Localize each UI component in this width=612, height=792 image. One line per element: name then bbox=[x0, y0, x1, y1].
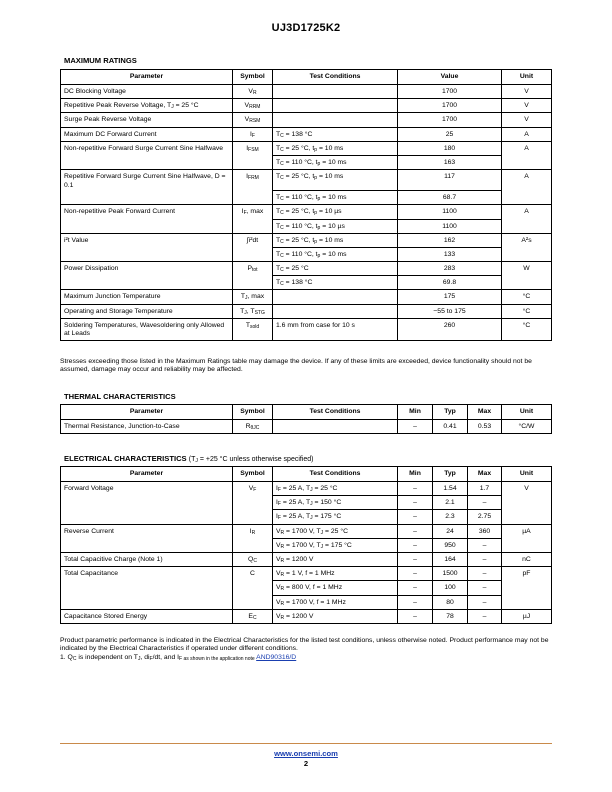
cell-min: – bbox=[398, 581, 433, 595]
footer-url bbox=[0, 749, 612, 758]
cell-val: 1700 bbox=[398, 99, 502, 113]
cell-cond: $V_R = 1200$ V bbox=[273, 552, 398, 566]
cell-param: DC Blocking Voltage bbox=[61, 85, 233, 99]
cell-max: 1.7 bbox=[468, 482, 502, 496]
cell-param bbox=[61, 510, 233, 524]
cell-sym: $V_R$ bbox=[233, 85, 273, 99]
cell-unit: °C/W bbox=[502, 420, 552, 434]
header-parameter: Parameter bbox=[61, 70, 233, 85]
table-row bbox=[61, 233, 552, 247]
thermal-title: THERMAL CHARACTERISTICS bbox=[64, 392, 176, 401]
cell-cond bbox=[273, 113, 398, 127]
header-unit: Unit bbox=[502, 405, 552, 420]
cell-param: Surge Peak Reverse Voltage bbox=[61, 113, 233, 127]
cell-unit: V bbox=[502, 482, 552, 496]
footer-url-link[interactable]: www.onsemi.com bbox=[274, 749, 338, 758]
cell-cond: $T_C = 25$ °C bbox=[273, 262, 398, 276]
cell-sym: $V_F$ bbox=[233, 482, 273, 496]
cell-typ: 0.41 bbox=[433, 420, 468, 434]
cell-typ: 78 bbox=[433, 609, 468, 623]
cell-sym bbox=[233, 496, 273, 510]
cell-sym: $I_F$ bbox=[233, 127, 273, 141]
cell-cond: $T_C = 110$ °C, $t_p = 10$ ms bbox=[273, 247, 398, 261]
cell-param bbox=[61, 581, 233, 595]
cell-unit bbox=[502, 155, 552, 169]
cell-unit: A bbox=[502, 170, 552, 191]
cell-param: Non-repetitive Peak Forward Current bbox=[61, 205, 233, 219]
max-ratings-table bbox=[60, 69, 552, 341]
table-row bbox=[61, 276, 552, 290]
cell-cond: $T_C = 25$ °C, $t_p = 10$ ms bbox=[273, 141, 398, 155]
table-row bbox=[61, 262, 552, 276]
cell-unit: nC bbox=[502, 552, 552, 566]
cell-sym: $T_J$, $T_{STG}$ bbox=[233, 304, 273, 318]
header-min: Min bbox=[398, 467, 433, 482]
cell-unit: °C bbox=[502, 290, 552, 304]
footnote-1 bbox=[60, 654, 554, 663]
cell-val: 175 bbox=[398, 290, 502, 304]
cell-unit: A bbox=[502, 141, 552, 155]
cell-unit: °C bbox=[502, 304, 552, 318]
cell-cond: $T_C = 25$ °C, $t_p = 10$ µs bbox=[273, 205, 398, 219]
cell-val: 283 bbox=[398, 262, 502, 276]
cell-unit: µA bbox=[502, 524, 552, 538]
cell-unit bbox=[502, 538, 552, 552]
table-row bbox=[61, 304, 552, 318]
electrical-title-text: ELECTRICAL CHARACTERISTICS bbox=[64, 454, 187, 463]
header-max: Max bbox=[468, 467, 502, 482]
electrical-note: Product parametric performance is indicated in the Electrical Characteristics for the listed test conditions, unless otherwise noted. Product performance may not be indicated by the Electrical Characteristics if operated under different conditions. bbox=[60, 637, 549, 652]
cell-cond: $I_F = 25$ A, $T_J = 150$ °C bbox=[273, 496, 398, 510]
cell-min: – bbox=[398, 567, 433, 581]
cell-unit bbox=[502, 496, 552, 510]
table-row bbox=[61, 552, 552, 566]
cell-sym: $T_{sold}$ bbox=[233, 318, 273, 340]
cell-val: 1100 bbox=[398, 219, 502, 233]
cell-sym: $T_J$, max bbox=[233, 290, 273, 304]
cell-param: Reverse Current bbox=[61, 524, 233, 538]
table-row bbox=[61, 205, 552, 219]
application-note-link[interactable]: AND90316/D bbox=[256, 654, 297, 661]
max-ratings-header-row bbox=[61, 70, 552, 85]
cell-unit: A²s bbox=[502, 233, 552, 247]
cell-param bbox=[61, 538, 233, 552]
cell-max: – bbox=[468, 609, 502, 623]
cell-sym: C bbox=[233, 567, 273, 581]
table-row bbox=[61, 247, 552, 261]
cell-cond: $T_C = 25$ °C, $t_p = 10$ ms bbox=[273, 170, 398, 191]
cell-max: – bbox=[468, 496, 502, 510]
cell-param bbox=[61, 219, 233, 233]
table-row bbox=[61, 595, 552, 609]
cell-sym bbox=[233, 191, 273, 205]
cell-param: Forward Voltage bbox=[61, 482, 233, 496]
cell-sym: $V_{RRM}$ bbox=[233, 99, 273, 113]
cell-cond bbox=[273, 290, 398, 304]
cell-min: – bbox=[398, 496, 433, 510]
cell-val: 162 bbox=[398, 233, 502, 247]
table-row bbox=[61, 99, 552, 113]
cell-min: – bbox=[398, 609, 433, 623]
cell-unit bbox=[502, 191, 552, 205]
header-typ: Typ bbox=[433, 467, 468, 482]
cell-cond bbox=[273, 304, 398, 318]
cell-sym: $I_{FSM}$ bbox=[233, 141, 273, 155]
cell-cond: $T_C = 138$ °C bbox=[273, 276, 398, 290]
cell-sym: $R_{\theta JC}$ bbox=[233, 420, 273, 434]
table-row bbox=[61, 290, 552, 304]
table-row bbox=[61, 170, 552, 191]
cell-val: 180 bbox=[398, 141, 502, 155]
cell-typ: 1.54 bbox=[433, 482, 468, 496]
cell-param: i²t Value bbox=[61, 233, 233, 247]
electrical-table bbox=[60, 466, 552, 624]
cell-val: 1700 bbox=[398, 113, 502, 127]
cell-val: 25 bbox=[398, 127, 502, 141]
cell-param: Capacitance Stored Energy bbox=[61, 609, 233, 623]
table-row bbox=[61, 496, 552, 510]
cell-unit: µJ bbox=[502, 609, 552, 623]
table-row bbox=[61, 581, 552, 595]
cell-val: 133 bbox=[398, 247, 502, 261]
cell-typ: 164 bbox=[433, 552, 468, 566]
cell-typ: 1500 bbox=[433, 567, 468, 581]
cell-sym bbox=[233, 581, 273, 595]
cell-cond: $T_C = 138$ °C bbox=[273, 127, 398, 141]
cell-sym bbox=[233, 155, 273, 169]
cell-cond: $T_C = 110$ °C, $t_p = 10$ ms bbox=[273, 155, 398, 169]
cell-unit: A bbox=[502, 127, 552, 141]
cell-param bbox=[61, 595, 233, 609]
thermal-header-row bbox=[61, 405, 552, 420]
cell-typ: 100 bbox=[433, 581, 468, 595]
cell-min: – bbox=[398, 595, 433, 609]
cell-typ: 80 bbox=[433, 595, 468, 609]
cell-unit: pF bbox=[502, 567, 552, 581]
cell-unit bbox=[502, 595, 552, 609]
cell-param: Operating and Storage Temperature bbox=[61, 304, 233, 318]
cell-min: – bbox=[398, 482, 433, 496]
electrical-subtitle: ($T_J = +25$ °C unless otherwise specified) bbox=[188, 456, 314, 464]
table-row bbox=[61, 127, 552, 141]
cell-typ: 2.3 bbox=[433, 510, 468, 524]
cell-max: – bbox=[468, 567, 502, 581]
page-number: 2 bbox=[303, 759, 309, 768]
header-symbol: Symbol bbox=[233, 70, 273, 85]
table-row bbox=[61, 609, 552, 623]
table-row bbox=[61, 482, 552, 496]
cell-param: Total Capacitive Charge (Note 1) bbox=[61, 552, 233, 566]
cell-param: Maximum DC Forward Current bbox=[61, 127, 233, 141]
header-min: Min bbox=[398, 405, 433, 420]
cell-unit: A bbox=[502, 205, 552, 219]
header-unit: Unit bbox=[502, 70, 552, 85]
cell-unit bbox=[502, 219, 552, 233]
footnote-text: 1. $Q_C$ is independent on $T_J$, $di_F/dt$, and $I_{F as shown in the application note}$ bbox=[60, 654, 255, 662]
cell-sym bbox=[233, 538, 273, 552]
cell-val: 68.7 bbox=[398, 191, 502, 205]
cell-param: Total Capacitance bbox=[61, 567, 233, 581]
cell-val: 1700 bbox=[398, 85, 502, 99]
cell-sym: $V_{RSM}$ bbox=[233, 113, 273, 127]
cell-param: Thermal Resistance, Junction-to-Case bbox=[61, 420, 233, 434]
electrical-title bbox=[64, 454, 314, 464]
cell-cond: 1.6 mm from case for 10 s bbox=[273, 318, 398, 340]
cell-param: Repetitive Forward Surge Current Sine Halfwave, D = 0.1 bbox=[61, 170, 233, 191]
max-ratings-title: MAXIMUM RATINGS bbox=[64, 56, 137, 65]
cell-typ: 950 bbox=[433, 538, 468, 552]
cell-unit bbox=[502, 581, 552, 595]
cell-sym: $I_R$ bbox=[233, 524, 273, 538]
max-ratings-note: Stresses exceeding those listed in the Maximum Ratings table may damage the device. If any of these limits are exceeded, device functionality should not be assumed, damage may occur and reliability may be affected. bbox=[60, 358, 532, 373]
cell-cond bbox=[273, 99, 398, 113]
cell-cond: $T_C = 110$ °C, $t_p = 10$ ms bbox=[273, 191, 398, 205]
page-title: UJ3D1725K2 bbox=[271, 22, 341, 34]
table-row bbox=[61, 113, 552, 127]
cell-typ: 2.1 bbox=[433, 496, 468, 510]
thermal-table bbox=[60, 404, 552, 434]
cell-max: – bbox=[468, 552, 502, 566]
cell-param bbox=[61, 155, 233, 169]
cell-sym: ∫i²dt bbox=[233, 233, 273, 247]
cell-unit: V bbox=[502, 85, 552, 99]
table-row bbox=[61, 510, 552, 524]
cell-sym bbox=[233, 276, 273, 290]
cell-cond: $V_R = 800$ V, f = 1 MHz bbox=[273, 581, 398, 595]
footer-divider bbox=[60, 743, 552, 744]
cell-val: 163 bbox=[398, 155, 502, 169]
cell-sym bbox=[233, 247, 273, 261]
cell-min: – bbox=[398, 538, 433, 552]
cell-sym: $I_{FRM}$ bbox=[233, 170, 273, 191]
cell-cond: $I_F = 25$ A, $T_J = 175$ °C bbox=[273, 510, 398, 524]
table-row bbox=[61, 191, 552, 205]
cell-param bbox=[61, 191, 233, 205]
table-row bbox=[61, 318, 552, 340]
cell-cond: $T_C = 110$ °C, $t_p = 10$ µs bbox=[273, 219, 398, 233]
header-symbol: Symbol bbox=[233, 467, 273, 482]
cell-min: – bbox=[398, 524, 433, 538]
cell-unit bbox=[502, 510, 552, 524]
cell-sym: $P_{tot}$ bbox=[233, 262, 273, 276]
table-row bbox=[61, 85, 552, 99]
cell-cond: $V_R = 1700$ V, $T_J = 25$ °C bbox=[273, 524, 398, 538]
cell-typ: 24 bbox=[433, 524, 468, 538]
cell-cond bbox=[273, 85, 398, 99]
cell-cond bbox=[273, 420, 398, 434]
cell-param bbox=[61, 496, 233, 510]
cell-val: 69.8 bbox=[398, 276, 502, 290]
cell-sym bbox=[233, 510, 273, 524]
cell-max: – bbox=[468, 595, 502, 609]
table-row bbox=[61, 567, 552, 581]
cell-sym bbox=[233, 595, 273, 609]
header-unit: Unit bbox=[502, 467, 552, 482]
header-symbol: Symbol bbox=[233, 405, 273, 420]
cell-max: – bbox=[468, 581, 502, 595]
cell-sym: $I_F$, max bbox=[233, 205, 273, 219]
cell-max: – bbox=[468, 538, 502, 552]
cell-param: Soldering Temperatures, Wavesoldering only Allowed at Leads bbox=[61, 318, 233, 340]
header-parameter: Parameter bbox=[61, 405, 233, 420]
cell-val: 117 bbox=[398, 170, 502, 191]
cell-param: Non-repetitive Forward Surge Current Sine Halfwave bbox=[61, 141, 233, 155]
table-row bbox=[61, 219, 552, 233]
cell-sym bbox=[233, 219, 273, 233]
cell-param: Maximum Junction Temperature bbox=[61, 290, 233, 304]
cell-min: – bbox=[398, 552, 433, 566]
cell-max: 2.75 bbox=[468, 510, 502, 524]
cell-cond: $V_R = 1200$ V bbox=[273, 609, 398, 623]
cell-max: 360 bbox=[468, 524, 502, 538]
cell-val: −55 to 175 bbox=[398, 304, 502, 318]
cell-param bbox=[61, 276, 233, 290]
header-test-conditions: Test Conditions bbox=[273, 467, 398, 482]
cell-unit: °C bbox=[502, 318, 552, 340]
cell-min: – bbox=[398, 510, 433, 524]
cell-unit: V bbox=[502, 113, 552, 127]
table-row bbox=[61, 538, 552, 552]
cell-param bbox=[61, 247, 233, 261]
cell-sym: $Q_C$ bbox=[233, 552, 273, 566]
cell-min: – bbox=[398, 420, 433, 434]
cell-unit: W bbox=[502, 262, 552, 276]
table-row bbox=[61, 141, 552, 155]
electrical-header-row bbox=[61, 467, 552, 482]
cell-val: 260 bbox=[398, 318, 502, 340]
cell-cond: $V_R = 1700$ V, $T_J = 175$ °C bbox=[273, 538, 398, 552]
cell-max: 0.53 bbox=[468, 420, 502, 434]
header-test-conditions: Test Conditions bbox=[273, 405, 398, 420]
cell-unit bbox=[502, 247, 552, 261]
header-typ: Typ bbox=[433, 405, 468, 420]
table-row bbox=[61, 420, 552, 434]
cell-unit bbox=[502, 276, 552, 290]
cell-param: Power Dissipation bbox=[61, 262, 233, 276]
cell-sym: $E_C$ bbox=[233, 609, 273, 623]
cell-param: Repetitive Peak Reverse Voltage, $T_J = 25$ °C bbox=[61, 99, 233, 113]
cell-cond: $I_F = 25$ A, $T_J = 25$ °C bbox=[273, 482, 398, 496]
cell-cond: $V_R = 1700$ V, f = 1 MHz bbox=[273, 595, 398, 609]
table-row bbox=[61, 524, 552, 538]
cell-unit: V bbox=[502, 99, 552, 113]
cell-cond: $V_R = 1$ V, f = 1 MHz bbox=[273, 567, 398, 581]
table-row bbox=[61, 155, 552, 169]
header-test-conditions: Test Conditions bbox=[273, 70, 398, 85]
header-value: Value bbox=[398, 70, 502, 85]
header-max: Max bbox=[468, 405, 502, 420]
cell-cond: $T_C = 25$ °C, $t_p = 10$ ms bbox=[273, 233, 398, 247]
cell-val: 1100 bbox=[398, 205, 502, 219]
header-parameter: Parameter bbox=[61, 467, 233, 482]
